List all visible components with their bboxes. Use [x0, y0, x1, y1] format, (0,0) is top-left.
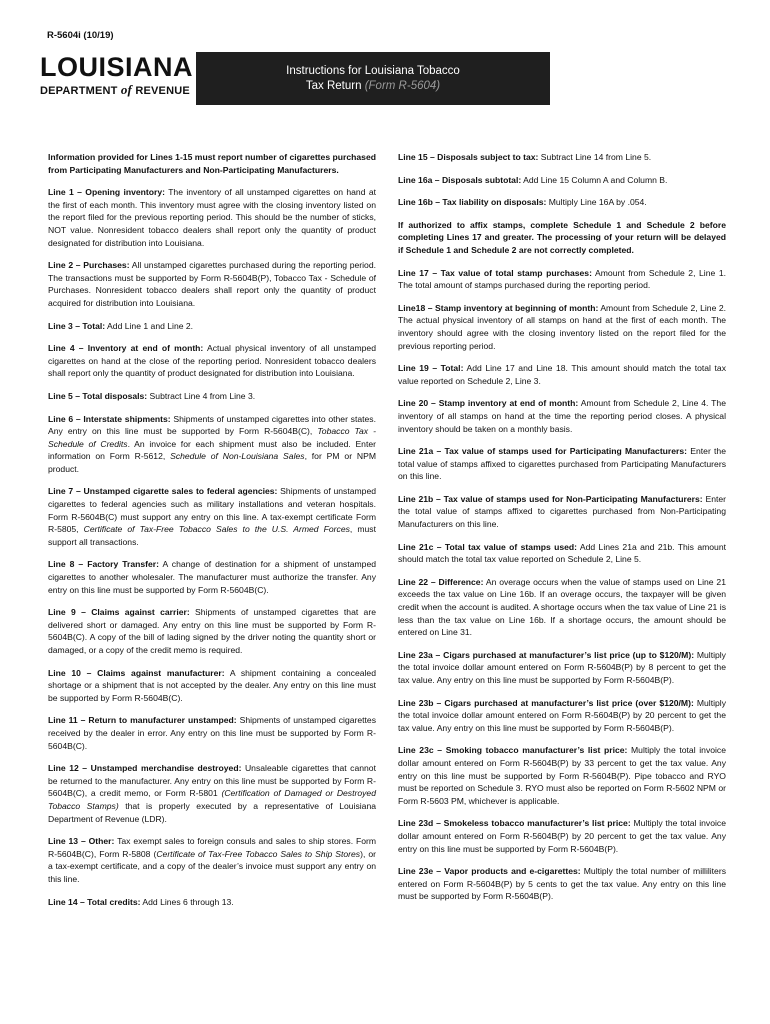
line-6-text-b: . An invoice for each shipment must also be included. Enter information on Form R-5612,: [48, 438, 376, 462]
line-5-paragraph: [48, 390, 376, 403]
line-8-paragraph: [48, 558, 376, 596]
logo-sub-department: DEPARTMENT: [40, 85, 118, 97]
form-number: R-5604i (10/19): [47, 30, 114, 41]
line-21b-heading: Line 21b – Tax value of stamps used for Non-Participating Manufacturers:: [398, 493, 703, 504]
line-21a-heading: Line 21a – Tax value of stamps used for Participating Manufacturers:: [398, 446, 688, 457]
line-6-italic-a: Tobacco Tax - Schedule of Credits: [48, 426, 376, 449]
logo-sub-of: of: [120, 82, 133, 97]
line-14-heading: Line 14 – Total credits:: [48, 896, 141, 907]
line-2-heading: Line 2 – Purchases:: [48, 260, 130, 271]
line-18-text: Amount from Schedule 2, Line 2. The actual physical inventory of all stamps on hand at the first of each month. The inventory should agree with the closing inventory listed on the report filed for the previous reporting period.: [398, 302, 727, 351]
line-23e-text: Multiply the total number of milliliters entered on Form R-5604B(P) by 5 cents to get the tax value. Any entry on this line must be supported by Form R-5604B(P).: [398, 866, 726, 902]
line-10-heading: Line 10 – Claims against manufacturer:: [48, 667, 225, 678]
line-23a-text: Multiply the total invoice dollar amount entered on Form R-5604B(P) by 8 percent to get the tax value. Any entry on this line must be supported by Form R-5604B(P).: [398, 649, 726, 685]
line-10-text: A shipment containing a concealed shortage or a shipment that is not accepted by the dealer. Any entry on this line must be supported by Form R-5604B(C).: [48, 667, 376, 703]
line-13-text-b: ), or a tax-exempt certificate, and a copy of the dealer’s invoice must support any entry on this line.: [48, 848, 376, 884]
line-23a-paragraph: [398, 649, 726, 687]
line-21a-paragraph: [398, 445, 726, 483]
line-19-paragraph: [398, 362, 726, 387]
line-17-heading: Line 17 – Tax value of total stamp purchases:: [398, 267, 592, 278]
line-7-text-b: , must support all transactions.: [48, 524, 376, 547]
line-12-paragraph: [48, 762, 376, 825]
line-12-italic: (Certification of Damaged or Destroyed Tobacco Stamps): [48, 788, 376, 811]
line-2-paragraph: [48, 259, 376, 309]
line-7-heading: Line 7 – Unstamped cigarette sales to federal agencies:: [48, 486, 278, 497]
line-23b-heading: Line 23b – Cigars purchased at manufacturer’s list price (over $120/M):: [398, 697, 694, 708]
logo-sub-revenue: REVENUE: [135, 85, 190, 97]
line-13-paragraph: [48, 835, 376, 885]
line-21c-heading: Line 21c – Total tax value of stamps used:: [398, 541, 578, 552]
line-16a-heading: Line 16a – Disposals subtotal:: [398, 174, 522, 185]
line-1-heading: Line 1 – Opening inventory:: [48, 187, 165, 198]
line-18-heading: Line18 – Stamp inventory at beginning of month:: [398, 302, 599, 313]
line-4-text: Actual physical inventory of all unstamped cigarettes on hand at the close of the reporting period. Nonresident tobacco dealers shall report only the quantity of product designated for distribution into Louisiana.: [48, 343, 376, 379]
line-11-text: Shipments of unstamped cigarettes received by the dealer in error. Any entry on this line must be supported by Form R-5604B(C).: [48, 715, 376, 751]
line-23c-heading: Line 23c – Smoking tobacco manufacturer’s list price:: [398, 745, 628, 756]
line-5-text: Subtract Line 4 from Line 3.: [147, 390, 256, 401]
line-22-text: An overage occurs when the value of stamps used on Line 21 exceeds the tax value on Line 16b. If an overage occurs, the taxpayer will be given credit when the account is audited. A shortage occurs when the tax value of Line 21 is less than the tax value on Line 16b. If a shortage occurs, the amount should be entered on Line 31.: [398, 576, 726, 638]
line-17-text: Amount from Schedule 2, Line 1. The total amount of stamps purchased during the reporting period.: [398, 267, 726, 291]
line-3-text: Add Line 1 and Line 2.: [105, 320, 194, 331]
line-6-heading: Line 6 – Interstate shipments:: [48, 413, 171, 424]
line-23d-heading: Line 23d – Smokeless tobacco manufacturer’s list price:: [398, 818, 631, 829]
line-7-paragraph: [48, 485, 376, 548]
line-16a-text: Add Line 15 Column A and Column B.: [521, 174, 668, 185]
logo-main-text: LOUISIANA: [40, 52, 193, 82]
title-line-2: [196, 79, 550, 94]
line-17-paragraph: [398, 267, 726, 292]
line-3-paragraph: [48, 320, 376, 333]
line-21c-paragraph: [398, 541, 726, 566]
title-form-ref: (Form R-5604): [364, 79, 441, 92]
line-23d-paragraph: [398, 817, 726, 855]
line-4-heading: Line 4 – Inventory at end of month:: [48, 343, 204, 354]
line-21b-text: Enter the total value of stamps affixed to cigarettes purchased from Non-Participating Manufacturers on this line.: [398, 493, 726, 530]
line-21c-text: Add Lines 21a and 21b. This amount should match the total tax value reported on Schedule 2, Line 5.: [398, 541, 726, 565]
line-21a-text: Enter the total value of stamps affixed to cigarettes purchased from Participating Manufacturers on this line.: [398, 446, 726, 482]
line-16b-heading: Line 16b – Tax liability on disposals:: [398, 197, 547, 208]
line-20-paragraph: [398, 397, 726, 435]
line-6-text-a: Shipments of unstamped cigarettes into other states. Any entry on this line must be supported by Form R-5604B(C),: [48, 413, 376, 437]
line-15-paragraph: [398, 151, 726, 164]
line-20-heading: Line 20 – Stamp inventory at end of month:: [398, 398, 579, 409]
line-9-text: Shipments of unstamped cigarettes that are delivered short or damaged. Any entry on this line must be supported by Form R-5604B(C). A copy of the bill of lading signed by the driver noting the quantity short or damaged, or a copy of the credit memo is required.: [48, 607, 376, 655]
line-13-italic: Certificate of Tax-Free Tobacco Sales to Ship Stores: [156, 848, 361, 859]
line-11-paragraph: [48, 714, 376, 752]
line-9-heading: Line 9 – Claims against carrier:: [48, 607, 190, 618]
line-23d-text: Multiply the total invoice dollar amount entered on Form R-5604B(P) by 20 percent to get the tax value. Any entry on this line must be supported by Form R-5604B(P).: [398, 818, 726, 854]
line-23b-paragraph: [398, 697, 726, 735]
intro-paragraph: Information provided for Lines 1-15 must report number of cigarettes purchased from Participating Manufacturers and Non-Participating Manufacturers.: [48, 152, 376, 175]
line-7-italic: Certificate of Tax-Free Tobacco Sales to the U.S. Armed Forces: [83, 524, 350, 535]
line-4-paragraph: [48, 342, 376, 380]
line-8-heading: Line 8 – Factory Transfer:: [48, 559, 160, 570]
ldr-logo: [40, 53, 194, 99]
line-6-italic-b: Schedule of Non-Louisiana Sales: [170, 451, 305, 462]
line-16b-paragraph: [398, 196, 726, 209]
schedule-note: If authorized to affix stamps, complete Schedule 1 and Schedule 2 before completing Lines 17 and greater. The processing of your return will be delayed if Schedule 1 and Schedule 2 are not correctly completed.: [398, 219, 726, 255]
line-22-heading: Line 22 – Difference:: [398, 576, 484, 587]
title-line-1: Instructions for Louisiana Tobacco: [286, 64, 460, 77]
line-19-text: Add Line 17 and Line 18. This amount should match the total tax value reported on Schedule 2, Line 3.: [398, 363, 726, 386]
line-12-heading: Line 12 – Unstamped merchandise destroyed:: [48, 763, 242, 774]
line-23c-paragraph: [398, 744, 726, 807]
line-23c-text: Multiply the total invoice dollar amount entered on Form R-5604B(P) by 33 percent to get the tax value. Any entry on this line must be supported by Form R-5604B(P). Pipe tobacco and RYO must be reported on Schedule 3. RYO must also be reported on Form R-5602 NPM or Form R-5603 PM, whichever is applicable.: [398, 745, 727, 806]
line-19-heading: Line 19 – Total:: [398, 363, 464, 374]
line-23b-text: Multiply the total invoice dollar amount entered on Form R-5604B(P) by 20 percent to get the tax value. Any entry on this line must be supported by Form R-5604B(P).: [398, 697, 726, 733]
line-11-heading: Line 11 – Return to manufacturer unstamped:: [48, 715, 237, 726]
line-1-paragraph: [48, 186, 376, 249]
line-6-paragraph: [48, 413, 376, 476]
line-16a-paragraph: [398, 174, 726, 187]
title-tax-return: Tax Return: [305, 79, 362, 92]
line-14-text: Add Lines 6 through 13.: [140, 896, 234, 907]
line-6-text-c: , for PM or NPM product.: [48, 451, 376, 474]
line-13-heading: Line 13 – Other:: [48, 836, 115, 847]
line-2-text: All unstamped cigarettes purchased during the reporting period. The transactions must be supported by Form R-5604B(P), Tobacco Tax - Schedule of Purchases. Nonresident tobacco dealers shall report only the quantity of product acquired for distribution into Louisiana.: [48, 260, 376, 308]
line-23e-paragraph: [398, 865, 726, 903]
line-12-text-a: Unsaleable cigarettes that cannot be returned to the manufacturer. Any entry on this line must be supported by Form R-5604B(C), a credit memo, or Form R-5801: [48, 763, 376, 799]
logo-sub-text: [40, 82, 194, 99]
line-15-text: Subtract Line 14 from Line 5.: [538, 152, 652, 162]
line-7-text-a: Shipments of unstamped cigarettes to federal agencies such as military installations and veteran hospitals. Form R-5604B(C) must support any entry on this line. A tax-exempt certificate Form R-5805,: [48, 486, 377, 535]
line-12-text-b: that is properly executed by a representative of Louisiana Department of Revenue (LDR).: [48, 800, 376, 824]
line-13-text-a: Tax exempt sales to foreign consuls and sales to ship stores. Form R-5604B(C), Form R-5808 (: [48, 836, 376, 859]
line-1-text: The inventory of all unstamped cigarettes on hand at the first of each month. This inventory must agree with the closing inventory listed on the report filed for the previous reporting period. This should be the number of sticks, NOT value. Nonresident tobacco dealers shall report only the quantity of product designated for distribution into Louisiana.: [48, 187, 376, 248]
line-20-text: Amount from Schedule 2, Line 4. The inventory of all stamps on hand at the time the reporting period closes. A physical inventory should be taken on a monthly basis.: [398, 398, 726, 434]
line-9-paragraph: [48, 606, 376, 656]
line-23a-heading: Line 23a – Cigars purchased at manufacturer’s list price (up to $120/M):: [398, 649, 695, 660]
line-3-heading: Line 3 – Total:: [48, 320, 106, 331]
line-8-text: A change of destination for a shipment of unstamped cigarettes to another wholesaler. The manufacturer must authorize the transfer. Any entry on this line must be supported by Form R-5604B(C).: [48, 559, 377, 595]
left-column: [48, 151, 376, 918]
line-10-paragraph: [48, 667, 376, 705]
line-22-paragraph: [398, 576, 726, 639]
line-18-paragraph: [398, 302, 726, 352]
line-23e-heading: Line 23e – Vapor products and e-cigarettes:: [398, 866, 581, 877]
line-5-heading: Line 5 – Total disposals:: [48, 390, 148, 401]
line-14-paragraph: [48, 896, 376, 909]
line-15-heading: Line 15 – Disposals subject to tax:: [398, 152, 539, 162]
line-21b-paragraph: [398, 493, 726, 531]
title-banner: [196, 52, 550, 105]
right-column: [398, 151, 726, 913]
line-16b-text: Multiply Line 16A by .054.: [546, 197, 647, 208]
